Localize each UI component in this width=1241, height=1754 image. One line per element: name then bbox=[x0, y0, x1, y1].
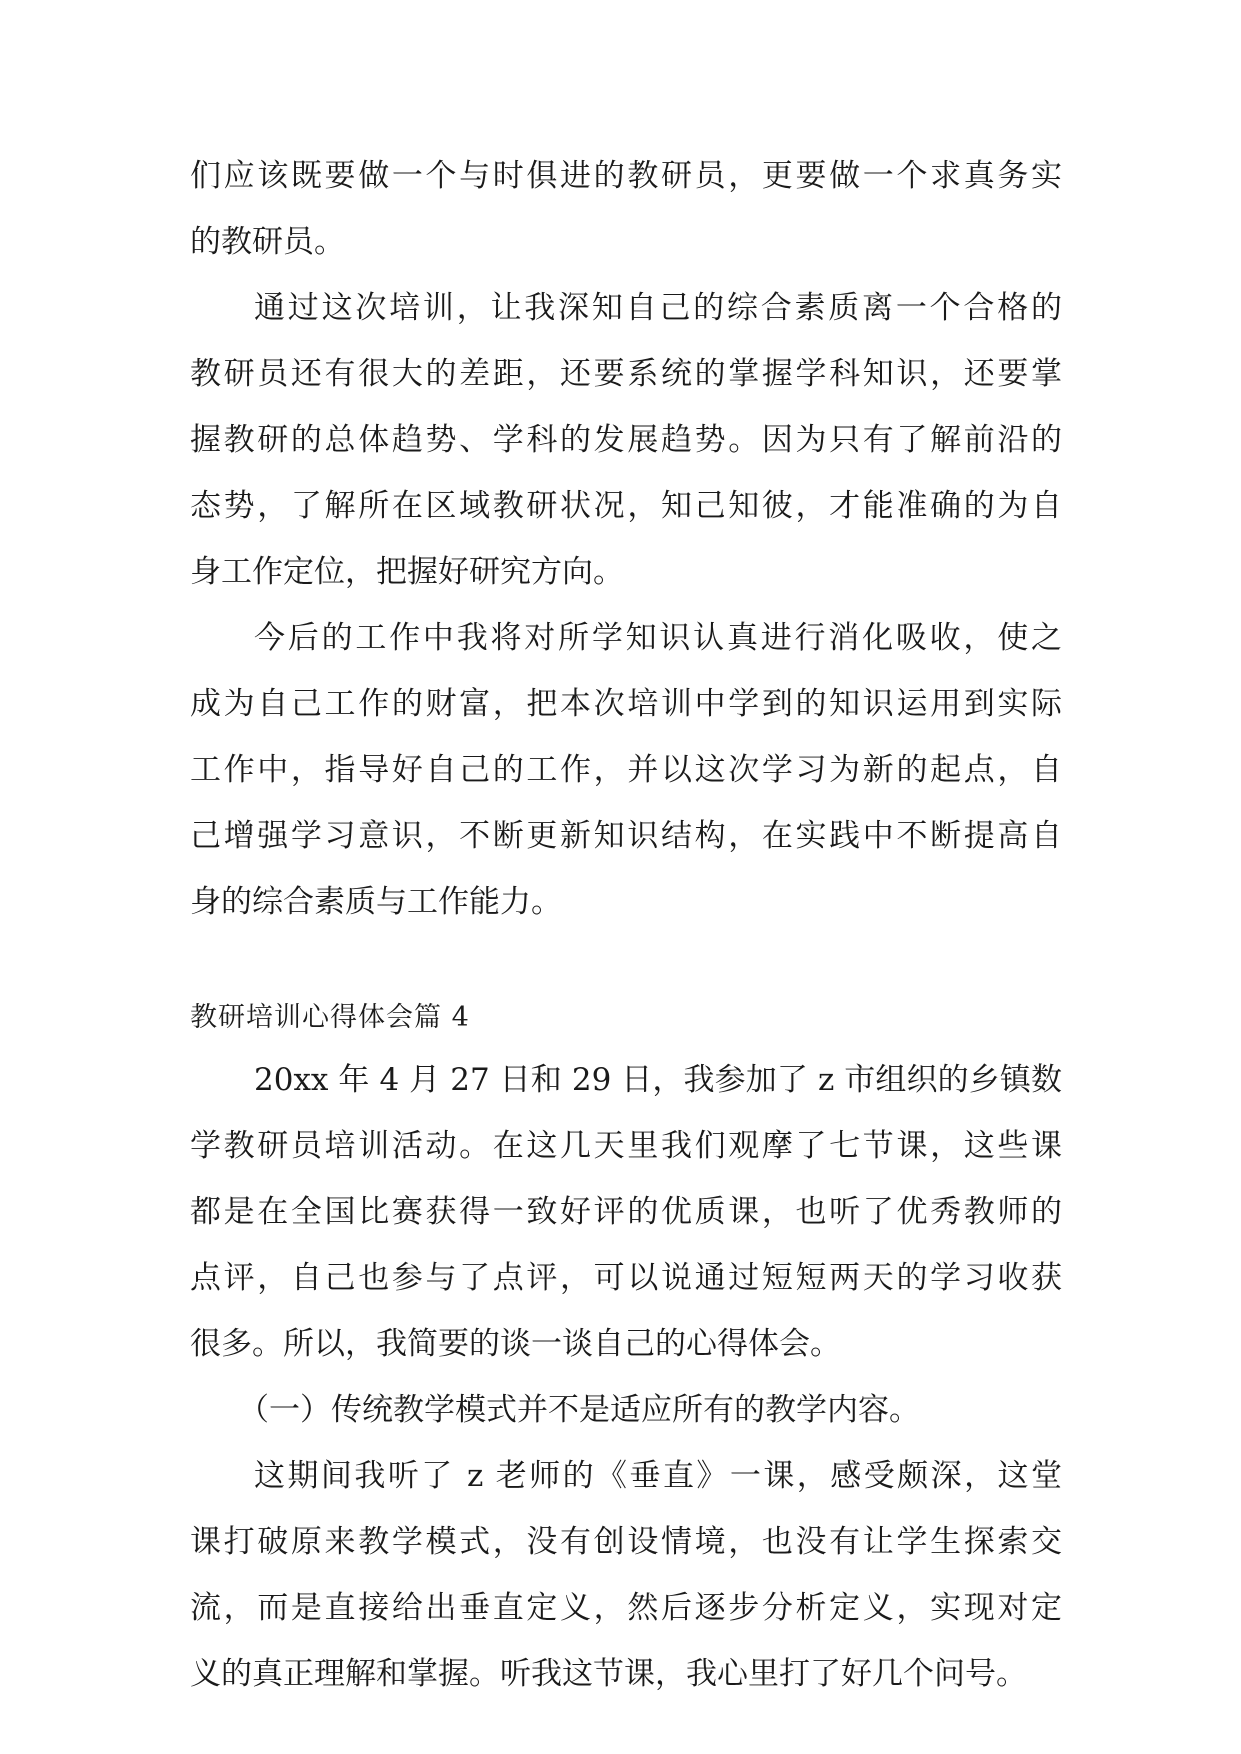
text-line: 身的综合素质与工作能力。 bbox=[190, 884, 562, 920]
text-line: 都是在全国比赛获得一致好评的优质课，也听了优秀教师的 bbox=[190, 1194, 1062, 1230]
text-line: 义的真正理解和掌握。听我这节课，我心里打了好几个问号。 bbox=[190, 1656, 1027, 1692]
subsection-heading: （一）传统教学模式并不是适应所有的教学内容。 bbox=[238, 1392, 920, 1428]
text-line: 流，而是直接给出垂直定义，然后逐步分析定义，实现对定 bbox=[190, 1590, 1062, 1626]
text-line: 今后的工作中我将对所学知识认真进行消化吸收，使之 bbox=[254, 620, 1062, 656]
text-line: 点评，自己也参与了点评，可以说通过短短两天的学习收获 bbox=[190, 1260, 1062, 1296]
text-line: 课打破原来教学模式，没有创设情境，也没有让学生探索交 bbox=[190, 1524, 1062, 1560]
text-line: 们应该既要做一个与时俱进的教研员，更要做一个求真务实 bbox=[190, 158, 1062, 194]
text-line: 这期间我听了 z 老师的《垂直》一课，感受颇深，这堂 bbox=[254, 1458, 1062, 1494]
text-line: 通过这次培训，让我深知自己的综合素质离一个合格的 bbox=[254, 290, 1062, 326]
paragraph bbox=[190, 1457, 1062, 1693]
paragraph bbox=[190, 157, 1062, 261]
text-line: 教研员还有很大的差距，还要系统的掌握学科知识，还要掌 bbox=[190, 356, 1062, 392]
text-line: 态势，了解所在区域教研状况，知己知彼，才能准确的为自 bbox=[190, 488, 1062, 524]
text-line: 很多。所以，我简要的谈一谈自己的心得体会。 bbox=[190, 1326, 841, 1362]
text-line: 握教研的总体趋势、学科的发展趋势。因为只有了解前沿的 bbox=[190, 422, 1062, 458]
document-body bbox=[190, 157, 1062, 1693]
paragraph bbox=[190, 1391, 1062, 1429]
text-line: 学教研员培训活动。在这几天里我们观摩了七节课，这些课 bbox=[190, 1128, 1062, 1164]
text-line: 20xx 年 4 月 27 日和 29 日，我参加了 z 市组织的乡镇数 bbox=[254, 1062, 1062, 1098]
text-line: 成为自己工作的财富，把本次培训中学到的知识运用到实际 bbox=[190, 686, 1062, 722]
paragraph bbox=[190, 289, 1062, 591]
text-line: 身工作定位，把握好研究方向。 bbox=[190, 554, 624, 590]
section-heading: 教研培训心得体会篇 4 bbox=[190, 1002, 470, 1033]
paragraph bbox=[190, 1061, 1062, 1363]
text-line: 己增强学习意识，不断更新知识结构，在实践中不断提高自 bbox=[190, 818, 1062, 854]
text-line: 的教研员。 bbox=[190, 224, 345, 260]
text-line: 工作中，指导好自己的工作，并以这次学习为新的起点，自 bbox=[190, 752, 1062, 788]
paragraph bbox=[190, 619, 1062, 921]
